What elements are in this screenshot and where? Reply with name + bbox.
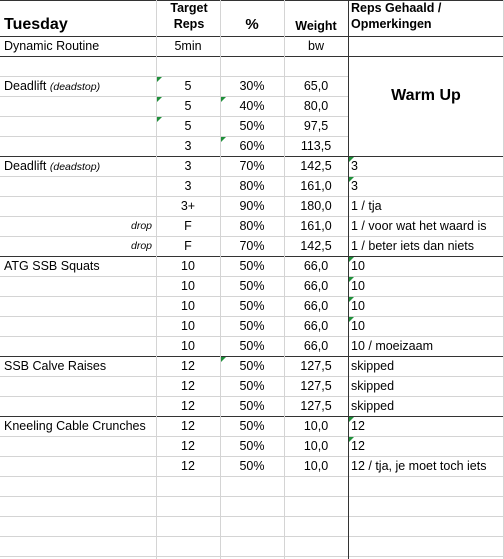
grid-line (0, 56, 504, 57)
percent-cell[interactable]: 50% (239, 379, 265, 393)
target-reps-header[interactable]: Target Reps (170, 1, 208, 31)
weight-cell[interactable]: bw (308, 39, 324, 53)
weight-cell[interactable]: 10,0 (303, 419, 329, 433)
percent-cell[interactable]: 70% (239, 239, 265, 253)
comment-marker-icon (349, 417, 354, 422)
notes-cell[interactable]: 10 (351, 279, 365, 293)
comment-marker-icon (157, 97, 162, 102)
notes-cell[interactable]: 3 (351, 179, 358, 193)
exercise-cell[interactable] (4, 416, 156, 436)
weight-cell[interactable]: 66,0 (303, 259, 329, 273)
exercise-name: ATG SSB Squats (4, 259, 100, 273)
exercise-subtype: (deadstop) (49, 81, 101, 93)
exercise-name: Deadlift (4, 159, 47, 173)
percent-cell[interactable]: 50% (239, 279, 265, 293)
weight-cell[interactable]: 10,0 (303, 439, 329, 453)
exercise-name: Deadlift (4, 79, 47, 93)
reps-cell[interactable]: 3+ (180, 199, 196, 213)
comment-marker-icon (349, 277, 354, 282)
percent-cell[interactable]: 50% (239, 439, 265, 453)
exercise-cell[interactable] (4, 256, 156, 276)
weight-cell[interactable]: 66,0 (303, 299, 329, 313)
exercise-name: SSB Calve Raises (4, 359, 107, 373)
grid-line (0, 496, 504, 497)
reps-cell[interactable]: 3 (184, 159, 192, 173)
notes-cell[interactable]: 10 (351, 319, 365, 333)
comment-marker-icon (157, 77, 162, 82)
reps-cell[interactable]: F (184, 219, 192, 233)
reps-cell[interactable]: 10 (181, 339, 195, 353)
comment-marker-icon (157, 117, 162, 122)
exercise-cell[interactable] (4, 76, 156, 97)
reps-cell[interactable]: 5 (184, 119, 192, 133)
reps-cell[interactable]: 12 (181, 379, 195, 393)
grid-line (0, 0, 504, 1)
percent-cell[interactable]: 50% (239, 399, 265, 413)
exercise-cell[interactable] (4, 36, 156, 56)
percent-cell[interactable]: 50% (239, 259, 265, 273)
exercise-name: Kneeling Cable Crunches (4, 419, 146, 433)
percent-cell[interactable]: 50% (239, 299, 265, 313)
drop-set-label: drop (130, 240, 152, 252)
percent-cell[interactable]: 80% (239, 179, 265, 193)
reps-cell[interactable]: 5 (184, 99, 192, 113)
notes-cell[interactable]: skipped (351, 359, 395, 373)
notes-cell[interactable]: skipped (351, 379, 395, 393)
percent-cell[interactable]: 50% (239, 359, 265, 373)
weight-cell[interactable]: 97,5 (303, 119, 329, 133)
comment-marker-icon (349, 437, 354, 442)
notes-cell[interactable]: 1 / voor wat het waard is (351, 219, 487, 233)
weight-cell[interactable]: 127,5 (300, 359, 332, 373)
comment-marker-icon (221, 137, 226, 142)
exercise-name: Dynamic Routine (4, 39, 100, 53)
percent-cell[interactable]: 70% (239, 159, 265, 173)
reps-cell[interactable]: 12 (181, 439, 195, 453)
drop-set-label: drop (130, 220, 152, 232)
percent-cell[interactable]: 40% (239, 99, 265, 113)
weight-cell[interactable]: 65,0 (303, 79, 329, 93)
weight-cell[interactable]: 10,0 (303, 459, 329, 473)
grid-line (0, 556, 504, 557)
reps-cell[interactable]: 5 (184, 79, 192, 93)
percent-header[interactable]: % (245, 16, 259, 33)
reps-cell[interactable]: 5min (174, 39, 202, 53)
reps-cell[interactable]: 10 (181, 279, 195, 293)
weight-cell[interactable]: 66,0 (303, 319, 329, 333)
comment-marker-icon (349, 157, 354, 162)
weight-cell[interactable]: 127,5 (300, 399, 332, 413)
percent-cell[interactable]: 50% (239, 419, 265, 433)
notes-cell[interactable]: 10 (351, 299, 365, 313)
notes-cell[interactable]: 12 / tja, je moet toch iets (351, 459, 487, 473)
reps-cell[interactable]: 10 (181, 299, 195, 313)
weight-cell[interactable]: 80,0 (303, 99, 329, 113)
reps-cell[interactable]: 3 (184, 179, 192, 193)
percent-cell[interactable]: 90% (239, 199, 265, 213)
grid-line (0, 476, 504, 477)
weight-cell[interactable]: 161,0 (300, 179, 332, 193)
exercise-cell[interactable] (4, 156, 156, 177)
weight-cell[interactable]: 161,0 (300, 219, 332, 233)
grid-line (0, 536, 504, 537)
reps-cell[interactable]: 10 (181, 259, 195, 273)
notes-cell[interactable]: 10 / moeizaam (351, 339, 433, 353)
notes-cell[interactable]: 10 (351, 259, 365, 273)
percent-cell[interactable]: 50% (239, 319, 265, 333)
comment-marker-icon (349, 317, 354, 322)
percent-cell[interactable]: 50% (239, 339, 265, 353)
percent-cell[interactable]: 50% (239, 459, 265, 473)
warmup-label[interactable]: Warm Up (391, 87, 461, 104)
comment-marker-icon (349, 257, 354, 262)
weight-cell[interactable]: 66,0 (303, 279, 329, 293)
reps-cell[interactable]: 12 (181, 419, 195, 433)
comment-marker-icon (349, 297, 354, 302)
reps-cell[interactable]: 12 (181, 359, 195, 373)
notes-cell[interactable]: 12 (351, 439, 365, 453)
weight-cell[interactable]: 66,0 (303, 339, 329, 353)
percent-cell[interactable]: 80% (239, 219, 265, 233)
notes-cell[interactable]: 1 / tja (351, 199, 382, 213)
reps-cell[interactable]: 10 (181, 319, 195, 333)
percent-cell[interactable]: 60% (239, 139, 265, 153)
notes-header[interactable]: Reps Gehaald / Opmerkingen (351, 1, 442, 31)
exercise-cell[interactable] (4, 356, 156, 376)
weight-cell[interactable]: 180,0 (300, 199, 332, 213)
percent-cell[interactable]: 30% (239, 79, 265, 93)
day-title[interactable]: Tuesday (4, 16, 68, 33)
weight-cell[interactable]: 127,5 (300, 379, 332, 393)
reps-cell[interactable]: 12 (181, 459, 195, 473)
reps-cell[interactable]: F (184, 239, 192, 253)
notes-cell[interactable]: 3 (351, 159, 358, 173)
reps-cell[interactable]: 12 (181, 399, 195, 413)
notes-cell[interactable]: skipped (351, 399, 395, 413)
reps-cell[interactable]: 3 (184, 139, 192, 153)
weight-cell[interactable]: 142,5 (300, 159, 332, 173)
grid-line (0, 516, 504, 517)
comment-marker-icon (221, 357, 226, 362)
comment-marker-icon (349, 177, 354, 182)
notes-cell[interactable]: 1 / beter iets dan niets (351, 239, 474, 253)
weight-header[interactable]: Weight (295, 19, 337, 33)
comment-marker-icon (221, 97, 226, 102)
weight-cell[interactable]: 142,5 (300, 239, 332, 253)
notes-cell[interactable]: 12 (351, 419, 365, 433)
exercise-subtype: (deadstop) (49, 161, 101, 173)
percent-cell[interactable]: 50% (239, 119, 265, 133)
weight-cell[interactable]: 113,5 (300, 139, 332, 153)
